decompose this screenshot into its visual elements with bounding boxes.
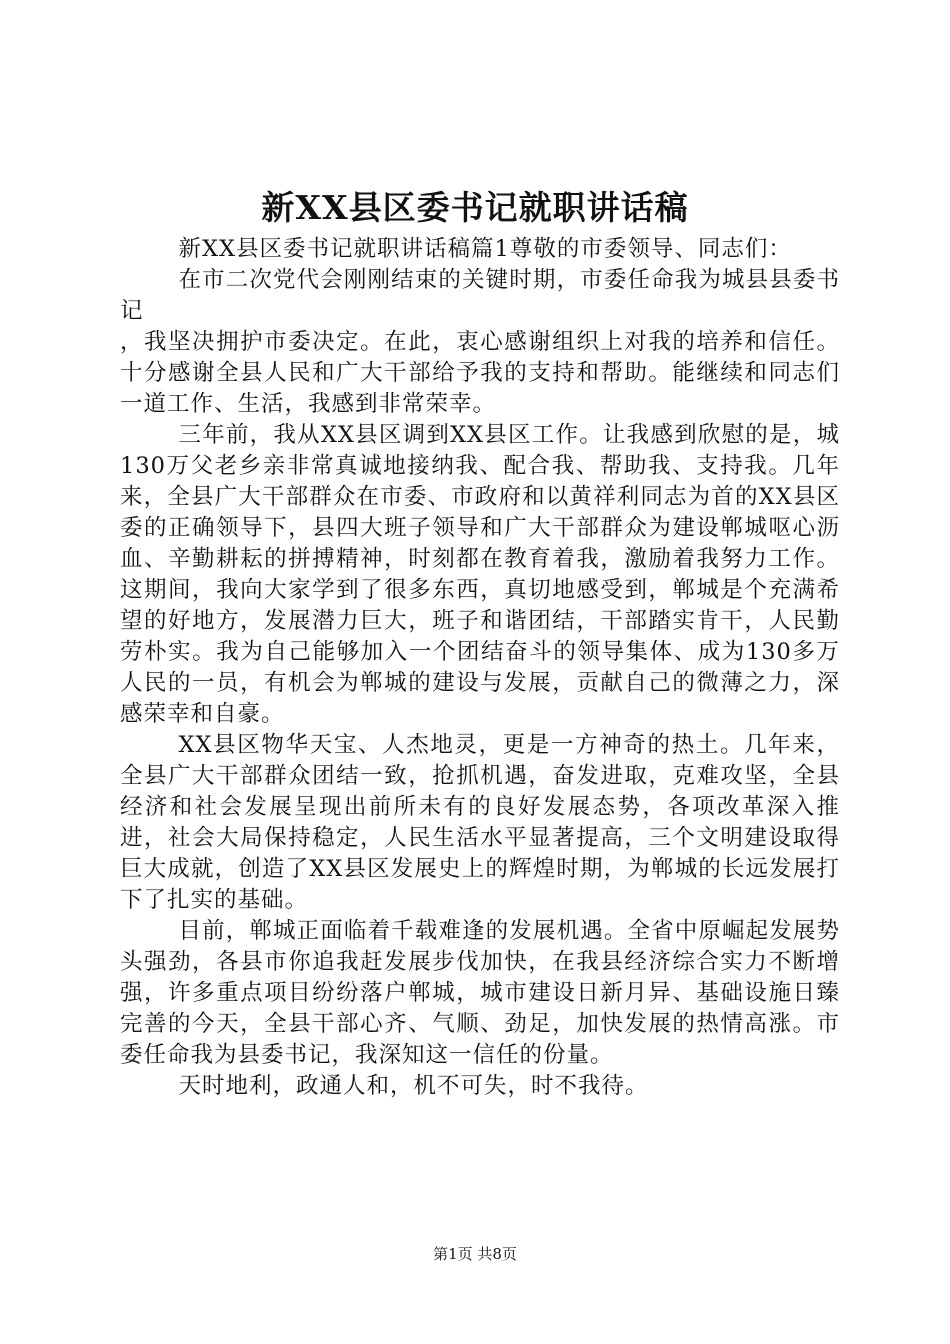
- paragraph: 新XX县区委书记就职讲话稿篇1尊敬的市委领导、同志们：: [178, 236, 792, 262]
- paragraph: ，我坚决拥护市委决定。在此，衷心感谢组织上对我的培养和信任。十分感谢全县人民和广大干部给予我的支持和帮助。能继续和同志们一道工作、生活，我感到非常荣幸。: [120, 329, 840, 417]
- page-footer: 第1页 共8页: [433, 1245, 517, 1263]
- paragraph: XX县区物华天宝、人杰地灵，更是一方神奇的热土。几年来，全县广大干部群众团结一致，抢抓机遇，奋发进取，克难攻坚，全县经济和社会发展呈现出前所未有的良好发展态势，各项改革深入推进，社会大局保持稳定，人民生活水平显著提高，三个文明建设取得巨大成就，创造了XX县区发展史上的辉煌时期，为郸城的长远发展打下了扎实的基础。: [120, 732, 840, 913]
- paragraph: 三年前，我从XX县区调到XX县区工作。让我感到欣慰的是，城130万父老乡亲非常真诚地接纳我、配合我、帮助我、支持我。几年来，全县广大干部群众在市委、市政府和以黄祥利同志为首的XX县区委的正确领导下，县四大班子领导和广大干部群众为建设郸城呕心沥血、辛勤耕耘的拼搏精神，时刻都在教育着我，激励着我努力工作。这期间，我向大家学到了很多东西，真切地感受到，郸城是个充满希望的好地方，发展潜力巨大，班子和谐团结，干部踏实肯干，人民勤劳朴实。我为自己能够加入一个团结奋斗的领导集体、成为130多万人民的一员，有机会为郸城的建设与发展，贡献自己的微薄之力，深感荣幸和自豪。: [120, 422, 840, 727]
- paragraph: 在市二次党代会刚刚结束的关键时期，市委任命我为城县县委书记: [120, 267, 840, 324]
- document-title: 新XX县区委书记就职讲话稿: [261, 188, 689, 227]
- document-body: [120, 234, 840, 1102]
- paragraph: 天时地利，政通人和，机不可失，时不我待。: [178, 1073, 649, 1099]
- paragraph: 目前，郸城正面临着千载难逢的发展机遇。全省中原崛起发展势头强劲，各县市你追我赶发展步伐加快，在我县经济综合实力不断增强，许多重点项目纷纷落户郸城，城市建设日新月异、基础设施日臻完善的今天，全县干部心齐、气顺、劲足，加快发展的热情高涨。市委任命我为县委书记，我深知这一信任的份量。: [120, 918, 840, 1068]
